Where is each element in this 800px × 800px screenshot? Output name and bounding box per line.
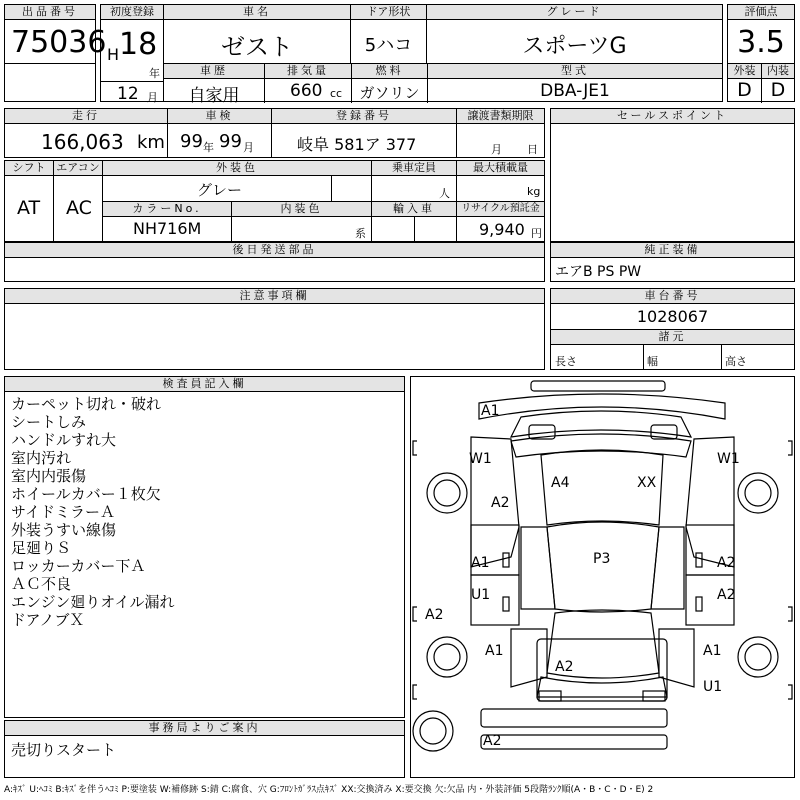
note-item: ホイールカバー１枚欠: [11, 485, 161, 503]
recycle-unit: 円: [531, 227, 542, 240]
color-no-label: カラーNo.: [103, 202, 231, 217]
capacity-label: 乗車定員: [372, 161, 456, 176]
recycle-label: リサイクル預託金: [457, 202, 544, 217]
color-no: NH716M: [133, 219, 202, 238]
chassis-label: 車台番号: [551, 289, 794, 304]
int-color-label: 内装色: [232, 202, 371, 217]
car-info-box: [163, 4, 723, 106]
door-label: ドア形状: [351, 5, 426, 20]
car-name: ゼスト: [221, 33, 293, 61]
genuine-box: [550, 242, 795, 282]
note-item: 足廻りＳ: [11, 539, 72, 557]
load-label: 最大積載量: [457, 161, 544, 176]
mark-rear-bumper: A2: [483, 733, 502, 749]
caution-box: [4, 288, 545, 370]
exterior-score: D: [737, 79, 752, 101]
inspector-notes: [11, 395, 175, 629]
note-item: ＡＣ不良: [11, 575, 72, 593]
month-unit: 月: [147, 91, 158, 104]
shift-label: シフト: [5, 161, 53, 176]
score-label: 評価点: [728, 5, 794, 20]
mark-left-rear-wheel-area: A2: [425, 607, 444, 623]
genuine-equipment: エアB PS PW: [555, 264, 642, 280]
interior-label: 内装: [762, 64, 794, 79]
insp-month: 99: [219, 131, 242, 152]
mark-roof: P3: [593, 551, 611, 567]
office-note: 売切りスタート: [11, 741, 117, 759]
later-parts-label: 後日発送部品: [5, 243, 544, 258]
transfer-month-unit: 月: [491, 143, 502, 156]
inspection-label: 車検: [168, 109, 271, 124]
mark-right-front-wheel: W1: [717, 451, 740, 467]
insp-month-unit: 月: [243, 141, 254, 154]
mileage-box: [4, 108, 545, 158]
note-item: 外装うすい線傷: [11, 521, 117, 539]
model: DBA-JE1: [540, 81, 610, 101]
mark-left-front-door: A1: [471, 555, 490, 571]
genuine-label: 純正装備: [551, 243, 794, 258]
year-unit: 年: [149, 67, 160, 80]
specs-label: 諸元: [551, 330, 794, 345]
model-label: 型式: [428, 64, 722, 79]
door-type: 5ハコ: [364, 35, 413, 56]
interior-score: D: [770, 79, 786, 101]
ext-color: グレー: [197, 181, 243, 199]
ac-label: エアコン: [54, 161, 102, 176]
mileage-unit: km: [137, 132, 165, 153]
ext-color-label: 外装色: [103, 161, 371, 176]
note-item: 室内汚れ: [11, 449, 72, 467]
mark-right-rear-lower: U1: [703, 679, 723, 695]
note-item: ハンドルすれ大: [11, 431, 117, 449]
transfer-label: 譲渡書類期限: [457, 109, 544, 124]
note-item: カーペット切れ・破れ: [11, 395, 162, 413]
later-parts-box: [4, 242, 545, 282]
reg-year: 18: [119, 27, 158, 62]
office-label: 事務局よりご案内: [5, 721, 404, 736]
chassis-box: [550, 288, 795, 370]
shift: AT: [17, 197, 41, 219]
load-unit: kg: [527, 185, 541, 198]
mark-trunk: A2: [555, 659, 574, 675]
car-damage-diagram: [411, 377, 794, 777]
insp-year: 99: [180, 131, 203, 152]
mark-left-rocker: U1: [471, 587, 491, 603]
plate: 岐阜 581ア 377: [297, 135, 417, 154]
mark-front-bumper: A1: [481, 403, 500, 419]
note-item: ロッカーカバー下Ａ: [11, 557, 146, 575]
history: 自家用: [188, 86, 240, 106]
int-color-unit: 系: [355, 227, 366, 240]
lot-label: 出品番号: [5, 5, 95, 20]
height-label: 高さ: [725, 355, 747, 368]
fuel: ガソリン: [359, 84, 420, 102]
mark-left-front-wheel: W1: [469, 451, 492, 467]
displacement-label: 排気量: [265, 64, 351, 79]
first-reg-box: [100, 4, 164, 102]
lot-box: [4, 4, 107, 102]
lot-number: 75036: [11, 25, 107, 60]
era: H: [107, 45, 120, 64]
sales-point-label: セールスポイント: [551, 109, 794, 124]
width-label: 幅: [647, 355, 658, 368]
inspector-box: [4, 376, 405, 718]
inspector-label: 検査員記入欄: [5, 377, 404, 392]
note-item: シートしみ: [11, 413, 87, 431]
displacement: 660: [290, 81, 323, 101]
capacity-unit: 人: [439, 187, 450, 200]
spec-box: [4, 160, 545, 242]
recycle: 9,940: [479, 220, 525, 239]
note-item: サイドミラーＡ: [11, 503, 115, 521]
mark-right-rear-quarter: A1: [703, 643, 722, 659]
import-label: 輸入車: [372, 202, 456, 217]
score-box: [727, 4, 795, 102]
fuel-label: 燃料: [352, 64, 427, 79]
note-item: エンジン廻りオイル漏れ: [11, 593, 175, 611]
office-box: [4, 720, 405, 778]
displacement-unit: cc: [330, 87, 343, 100]
transfer-day-unit: 日: [527, 143, 538, 156]
history-label: 車歴: [164, 64, 264, 79]
grade: スポーツG: [522, 34, 627, 59]
mileage-label: 走行: [5, 109, 167, 124]
damage-diagram-box: [410, 376, 795, 778]
mark-right-front-door: A2: [717, 555, 736, 571]
note-item: 室内内張傷: [11, 467, 87, 485]
length-label: 長さ: [555, 355, 577, 368]
ac: AC: [66, 197, 92, 219]
exterior-label: 外装: [728, 64, 761, 79]
chassis-number: 1028067: [636, 307, 709, 326]
reg-month: 12: [117, 84, 139, 104]
car-name-label: 車名: [164, 5, 350, 20]
mileage: 166,063: [41, 130, 124, 154]
mark-right-rear-door: A2: [717, 587, 736, 603]
plate-label: 登録番号: [272, 109, 456, 124]
legend: A:ｷｽﾞ U:ﾍｺﾐ B:ｷｽﾞを伴うﾍｺﾐ P:要塗装 W:補修跡 S:錆 C:腐食、穴 G:ﾌﾛﾝﾄｶﾞﾗｽ点ｷｽﾞ XX:交換済み X:要交換 欠:欠品 内・外装評価 5段階ﾗﾝｸ順(A・B・C・D・E) 2: [4, 785, 654, 795]
grade-label: グレード: [427, 5, 722, 20]
first-reg-label: 初度登録: [101, 5, 163, 20]
insp-year-unit: 年: [203, 141, 214, 154]
mark-left-front-fender: A2: [491, 495, 510, 511]
sales-point-box: [550, 108, 795, 242]
mark-hood-left: A4: [551, 475, 570, 491]
note-item: ドアノブＸ: [11, 611, 85, 629]
mark-left-rear-quarter: A1: [485, 643, 504, 659]
mark-hood-right: XX: [637, 475, 657, 491]
caution-label: 注意事項欄: [5, 289, 544, 304]
score: 3.5: [737, 25, 785, 60]
